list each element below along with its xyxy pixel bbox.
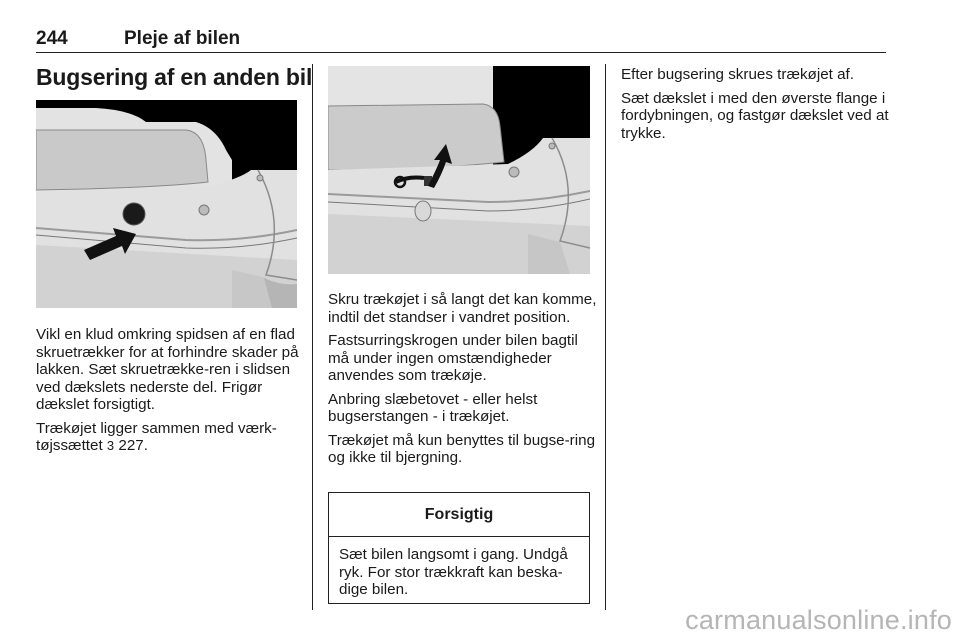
page-reference: 227.	[118, 437, 148, 454]
caution-text: Sæt bilen langsomt i gang. Undgå ryk. For stor trækkraft kan beska-dige bilen.	[339, 546, 568, 598]
middle-paragraph-3: Anbring slæbetovet - eller helst bugserstangen - i trækøjet.	[328, 390, 538, 425]
column-divider-2	[605, 64, 606, 610]
middle-paragraph-4: Trækøjet må kun benyttes til bugse-ring og ikke til bjergning.	[328, 431, 596, 466]
column-divider-1	[312, 64, 313, 610]
caution-box	[328, 492, 590, 604]
left-paragraph-2-text: Trækøjet ligger sammen med værk-tøjssættet	[36, 419, 277, 454]
left-column	[36, 326, 304, 461]
page-number: 244	[36, 28, 68, 49]
left-paragraph-2	[36, 420, 304, 455]
middle-column	[328, 291, 598, 473]
left-paragraph-1: Vikl en klud omkring spidsen af en flad skruetrækker for at forhindre skader på lakken. Sæt skruetrække-ren i slidsen ved dækslets nederste del. Frigør dækslet forsigtigt.	[36, 326, 299, 413]
right-paragraph-1: Efter bugsering skrues trækøjet af.	[621, 66, 854, 83]
middle-paragraph-2: Fastsurringskrogen under bilen bagtil må under ingen omstændigheder anvendes som trækøje.	[328, 332, 578, 384]
chapter-title: Pleje af bilen	[124, 28, 241, 49]
right-paragraph-2: Sæt dækslet i med den øverste flange i fordybningen, og fastgør dækslet ved at trykke.	[621, 89, 889, 142]
section-title: Bugsering af en anden bil	[36, 64, 313, 90]
reference-arrow-icon: 3	[106, 438, 115, 453]
middle-paragraph-1: Skru trækøjet i så langt det kan komme, indtil det standser i vandret position.	[328, 291, 597, 326]
page-header	[36, 26, 886, 53]
right-column	[621, 66, 889, 148]
illustration-cover-removal	[36, 100, 297, 308]
watermark: carmanualsonline.info	[685, 605, 952, 635]
illustration-tow-eye	[328, 66, 590, 274]
caution-title: Forsigtig	[329, 493, 589, 537]
